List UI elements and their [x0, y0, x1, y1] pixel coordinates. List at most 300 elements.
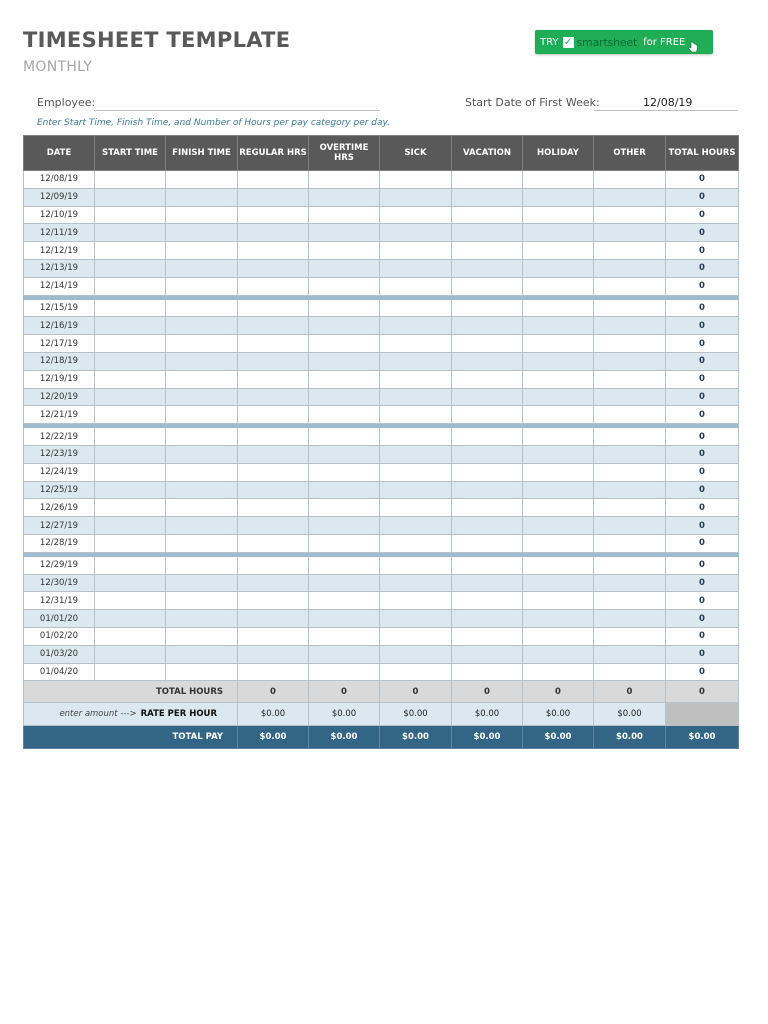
start-time-cell[interactable]: [95, 663, 166, 681]
vacation-cell[interactable]: [452, 188, 523, 206]
other-cell[interactable]: [594, 517, 666, 535]
page-title: TIMESHEET TEMPLATE: [23, 28, 291, 52]
other-cell[interactable]: [594, 610, 666, 628]
overtime-hrs-cell[interactable]: [309, 627, 380, 645]
vacation-cell[interactable]: [452, 317, 523, 335]
overtime-hrs-cell[interactable]: [309, 610, 380, 628]
other-cell[interactable]: [594, 556, 666, 574]
start-time-cell[interactable]: [95, 277, 166, 295]
start-time-cell[interactable]: [95, 428, 166, 446]
regular-hrs-cell[interactable]: [238, 627, 309, 645]
finish-time-cell[interactable]: [166, 592, 238, 610]
sick-cell[interactable]: [380, 517, 452, 535]
start-time-cell[interactable]: [95, 335, 166, 353]
vacation-cell[interactable]: [452, 206, 523, 224]
date-cell: 12/30/19: [24, 574, 95, 592]
holiday-cell[interactable]: [523, 663, 594, 681]
column-header: START TIME: [95, 136, 166, 171]
holiday-cell[interactable]: [523, 188, 594, 206]
start-time-cell[interactable]: [95, 610, 166, 628]
finish-time-cell[interactable]: [166, 277, 238, 295]
table-row: [24, 663, 739, 681]
rate-input[interactable]: $0.00: [523, 703, 594, 726]
other-cell[interactable]: [594, 574, 666, 592]
holiday-cell[interactable]: [523, 224, 594, 242]
sick-cell[interactable]: [380, 610, 452, 628]
start-time-cell[interactable]: [95, 627, 166, 645]
other-cell[interactable]: [594, 370, 666, 388]
total-hours-cell: 0: [666, 463, 739, 481]
total-pay-value: $0.00: [594, 726, 666, 749]
start-time-cell[interactable]: [95, 645, 166, 663]
holiday-cell[interactable]: [523, 499, 594, 517]
finish-time-cell[interactable]: [166, 224, 238, 242]
start-time-cell[interactable]: [95, 556, 166, 574]
total-hours-cell: 0: [666, 224, 739, 242]
vacation-cell[interactable]: [452, 556, 523, 574]
holiday-cell[interactable]: [523, 481, 594, 499]
total-hours-value: 0: [666, 681, 739, 703]
other-cell[interactable]: [594, 406, 666, 424]
regular-hrs-cell[interactable]: [238, 556, 309, 574]
start-time-cell[interactable]: [95, 206, 166, 224]
finish-time-cell[interactable]: [166, 299, 238, 317]
table-row: [24, 534, 739, 552]
start-time-cell[interactable]: [95, 224, 166, 242]
holiday-cell[interactable]: [523, 370, 594, 388]
regular-hrs-cell[interactable]: [238, 499, 309, 517]
holiday-cell[interactable]: [523, 517, 594, 535]
vacation-cell[interactable]: [452, 463, 523, 481]
start-time-cell[interactable]: [95, 299, 166, 317]
rate-input[interactable]: $0.00: [238, 703, 309, 726]
rate-empty-cell: [666, 703, 739, 726]
vacation-cell[interactable]: [452, 388, 523, 406]
total-hours-value: 0: [594, 681, 666, 703]
overtime-hrs-cell[interactable]: [309, 335, 380, 353]
finish-time-cell[interactable]: [166, 171, 238, 189]
start-time-cell[interactable]: [95, 259, 166, 277]
sick-cell[interactable]: [380, 242, 452, 260]
rate-hint: enter amount --->: [59, 709, 137, 720]
finish-time-cell[interactable]: [166, 574, 238, 592]
overtime-hrs-cell[interactable]: [309, 171, 380, 189]
overtime-hrs-cell[interactable]: [309, 645, 380, 663]
vacation-cell[interactable]: [452, 645, 523, 663]
sick-cell[interactable]: [380, 574, 452, 592]
rate-input[interactable]: $0.00: [594, 703, 666, 726]
total-hours-value: 0: [309, 681, 380, 703]
finish-time-cell[interactable]: [166, 445, 238, 463]
sick-cell[interactable]: [380, 534, 452, 552]
other-cell[interactable]: [594, 645, 666, 663]
overtime-hrs-cell[interactable]: [309, 206, 380, 224]
other-cell[interactable]: [594, 428, 666, 446]
other-cell[interactable]: [594, 463, 666, 481]
other-cell[interactable]: [594, 663, 666, 681]
vacation-cell[interactable]: [452, 610, 523, 628]
sick-cell[interactable]: [380, 627, 452, 645]
other-cell[interactable]: [594, 592, 666, 610]
total-hours-value: 0: [380, 681, 452, 703]
start-time-cell[interactable]: [95, 406, 166, 424]
overtime-hrs-cell[interactable]: [309, 481, 380, 499]
holiday-cell[interactable]: [523, 610, 594, 628]
regular-hrs-cell[interactable]: [238, 352, 309, 370]
holiday-cell[interactable]: [523, 352, 594, 370]
overtime-hrs-cell[interactable]: [309, 188, 380, 206]
sick-cell[interactable]: [380, 277, 452, 295]
overtime-hrs-cell[interactable]: [309, 534, 380, 552]
sick-cell[interactable]: [380, 556, 452, 574]
holiday-cell[interactable]: [523, 277, 594, 295]
regular-hrs-cell[interactable]: [238, 277, 309, 295]
other-cell[interactable]: [594, 242, 666, 260]
total-hours-cell: 0: [666, 388, 739, 406]
other-cell[interactable]: [594, 499, 666, 517]
regular-hrs-cell[interactable]: [238, 463, 309, 481]
total-hours-cell: 0: [666, 188, 739, 206]
regular-hrs-cell[interactable]: [238, 663, 309, 681]
date-cell: 12/20/19: [24, 388, 95, 406]
sick-cell[interactable]: [380, 224, 452, 242]
sick-cell[interactable]: [380, 370, 452, 388]
column-header: TOTAL HOURS: [666, 136, 739, 171]
finish-time-cell[interactable]: [166, 499, 238, 517]
table-row: [24, 259, 739, 277]
sick-cell[interactable]: [380, 463, 452, 481]
regular-hrs-cell[interactable]: [238, 645, 309, 663]
employee-field[interactable]: [94, 110, 380, 111]
vacation-cell[interactable]: [452, 224, 523, 242]
holiday-cell[interactable]: [523, 556, 594, 574]
sick-cell[interactable]: [380, 188, 452, 206]
date-cell: 12/27/19: [24, 517, 95, 535]
finish-time-cell[interactable]: [166, 556, 238, 574]
vacation-cell[interactable]: [452, 663, 523, 681]
vacation-cell[interactable]: [452, 428, 523, 446]
finish-time-cell[interactable]: [166, 645, 238, 663]
finish-time-cell[interactable]: [166, 317, 238, 335]
other-cell[interactable]: [594, 188, 666, 206]
date-cell: 12/26/19: [24, 499, 95, 517]
finish-time-cell[interactable]: [166, 534, 238, 552]
regular-hrs-cell[interactable]: [238, 299, 309, 317]
start-time-cell[interactable]: [95, 574, 166, 592]
date-cell: 12/24/19: [24, 463, 95, 481]
vacation-cell[interactable]: [452, 592, 523, 610]
start-time-cell[interactable]: [95, 242, 166, 260]
other-cell[interactable]: [594, 224, 666, 242]
vacation-cell[interactable]: [452, 242, 523, 260]
finish-time-cell[interactable]: [166, 370, 238, 388]
regular-hrs-cell[interactable]: [238, 242, 309, 260]
column-header: SICK: [380, 136, 452, 171]
total-pay-value: $0.00: [380, 726, 452, 749]
regular-hrs-cell[interactable]: [238, 481, 309, 499]
other-cell[interactable]: [594, 299, 666, 317]
sick-cell[interactable]: [380, 259, 452, 277]
holiday-cell[interactable]: [523, 592, 594, 610]
regular-hrs-cell[interactable]: [238, 428, 309, 446]
overtime-hrs-cell[interactable]: [309, 299, 380, 317]
vacation-cell[interactable]: [452, 370, 523, 388]
total-pay-label: TOTAL PAY: [24, 726, 238, 749]
overtime-hrs-cell[interactable]: [309, 556, 380, 574]
start-date-value[interactable]: 12/08/19: [643, 96, 693, 109]
start-time-cell[interactable]: [95, 370, 166, 388]
vacation-cell[interactable]: [452, 574, 523, 592]
finish-time-cell[interactable]: [166, 335, 238, 353]
overtime-hrs-cell[interactable]: [309, 352, 380, 370]
start-time-cell[interactable]: [95, 445, 166, 463]
other-cell[interactable]: [594, 627, 666, 645]
table-row: [24, 206, 739, 224]
sick-cell[interactable]: [380, 171, 452, 189]
start-time-cell[interactable]: [95, 171, 166, 189]
regular-hrs-cell[interactable]: [238, 370, 309, 388]
date-cell: 12/18/19: [24, 352, 95, 370]
holiday-cell[interactable]: [523, 463, 594, 481]
overtime-hrs-cell[interactable]: [309, 259, 380, 277]
date-cell: 12/09/19: [24, 188, 95, 206]
overtime-hrs-cell[interactable]: [309, 663, 380, 681]
table-row: [24, 299, 739, 317]
other-cell[interactable]: [594, 206, 666, 224]
table-row: [24, 610, 739, 628]
table-row: [24, 335, 739, 353]
total-hours-cell: 0: [666, 299, 739, 317]
finish-time-cell[interactable]: [166, 627, 238, 645]
overtime-hrs-cell[interactable]: [309, 592, 380, 610]
other-cell[interactable]: [594, 259, 666, 277]
other-cell[interactable]: [594, 171, 666, 189]
holiday-cell[interactable]: [523, 388, 594, 406]
start-time-cell[interactable]: [95, 352, 166, 370]
start-time-cell[interactable]: [95, 188, 166, 206]
vacation-cell[interactable]: [452, 627, 523, 645]
vacation-cell[interactable]: [452, 277, 523, 295]
total-pay-value: $0.00: [238, 726, 309, 749]
regular-hrs-cell[interactable]: [238, 517, 309, 535]
overtime-hrs-cell[interactable]: [309, 224, 380, 242]
regular-hrs-cell[interactable]: [238, 406, 309, 424]
regular-hrs-cell[interactable]: [238, 188, 309, 206]
other-cell[interactable]: [594, 317, 666, 335]
total-hours-cell: 0: [666, 259, 739, 277]
vacation-cell[interactable]: [452, 517, 523, 535]
sick-cell[interactable]: [380, 663, 452, 681]
total-hours-cell: 0: [666, 171, 739, 189]
regular-hrs-cell[interactable]: [238, 317, 309, 335]
holiday-cell[interactable]: [523, 259, 594, 277]
table-row: [24, 352, 739, 370]
overtime-hrs-cell[interactable]: [309, 242, 380, 260]
overtime-hrs-cell[interactable]: [309, 574, 380, 592]
sick-cell[interactable]: [380, 645, 452, 663]
total-hours-cell: 0: [666, 481, 739, 499]
start-time-cell[interactable]: [95, 499, 166, 517]
sick-cell[interactable]: [380, 206, 452, 224]
date-cell: 01/04/20: [24, 663, 95, 681]
overtime-hrs-cell[interactable]: [309, 317, 380, 335]
sick-cell[interactable]: [380, 406, 452, 424]
table-row: [24, 428, 739, 446]
other-cell[interactable]: [594, 352, 666, 370]
overtime-hrs-cell[interactable]: [309, 370, 380, 388]
regular-hrs-cell[interactable]: [238, 206, 309, 224]
finish-time-cell[interactable]: [166, 242, 238, 260]
start-date-label: Start Date of First Week:: [465, 96, 600, 109]
finish-time-cell[interactable]: [166, 259, 238, 277]
holiday-cell[interactable]: [523, 335, 594, 353]
total-hours-cell: 0: [666, 335, 739, 353]
holiday-cell[interactable]: [523, 534, 594, 552]
vacation-cell[interactable]: [452, 445, 523, 463]
rate-input[interactable]: $0.00: [309, 703, 380, 726]
rate-input[interactable]: $0.00: [452, 703, 523, 726]
vacation-cell[interactable]: [452, 335, 523, 353]
start-time-cell[interactable]: [95, 388, 166, 406]
start-time-cell[interactable]: [95, 463, 166, 481]
start-time-cell[interactable]: [95, 592, 166, 610]
finish-time-cell[interactable]: [166, 206, 238, 224]
sick-cell[interactable]: [380, 388, 452, 406]
finish-time-cell[interactable]: [166, 517, 238, 535]
column-header: DATE: [24, 136, 95, 171]
total-hours-cell: 0: [666, 206, 739, 224]
table-row: [24, 171, 739, 189]
start-time-cell[interactable]: [95, 481, 166, 499]
overtime-hrs-cell[interactable]: [309, 428, 380, 446]
total-hours-cell: 0: [666, 406, 739, 424]
sick-cell[interactable]: [380, 352, 452, 370]
holiday-cell[interactable]: [523, 299, 594, 317]
sick-cell[interactable]: [380, 299, 452, 317]
date-cell: 12/29/19: [24, 556, 95, 574]
regular-hrs-cell[interactable]: [238, 534, 309, 552]
sick-cell[interactable]: [380, 335, 452, 353]
overtime-hrs-cell[interactable]: [309, 445, 380, 463]
regular-hrs-cell[interactable]: [238, 574, 309, 592]
other-cell[interactable]: [594, 335, 666, 353]
regular-hrs-cell[interactable]: [238, 171, 309, 189]
overtime-hrs-cell[interactable]: [309, 499, 380, 517]
page-subtitle: MONTHLY: [23, 59, 93, 75]
vacation-cell[interactable]: [452, 352, 523, 370]
sick-cell[interactable]: [380, 499, 452, 517]
start-time-cell[interactable]: [95, 517, 166, 535]
finish-time-cell[interactable]: [166, 481, 238, 499]
finish-time-cell[interactable]: [166, 463, 238, 481]
vacation-cell[interactable]: [452, 171, 523, 189]
smartsheet-promo-button[interactable]: [535, 30, 713, 54]
other-cell[interactable]: [594, 277, 666, 295]
vacation-cell[interactable]: [452, 481, 523, 499]
holiday-cell[interactable]: [523, 171, 594, 189]
holiday-cell[interactable]: [523, 317, 594, 335]
total-hours-cell: 0: [666, 627, 739, 645]
sick-cell[interactable]: [380, 592, 452, 610]
overtime-hrs-cell[interactable]: [309, 406, 380, 424]
regular-hrs-cell[interactable]: [238, 445, 309, 463]
regular-hrs-cell[interactable]: [238, 335, 309, 353]
holiday-cell[interactable]: [523, 206, 594, 224]
other-cell[interactable]: [594, 534, 666, 552]
finish-time-cell[interactable]: [166, 663, 238, 681]
overtime-hrs-cell[interactable]: [309, 277, 380, 295]
sick-cell[interactable]: [380, 317, 452, 335]
holiday-cell[interactable]: [523, 627, 594, 645]
regular-hrs-cell[interactable]: [238, 610, 309, 628]
holiday-cell[interactable]: [523, 406, 594, 424]
other-cell[interactable]: [594, 481, 666, 499]
total-hours-cell: 0: [666, 534, 739, 552]
date-cell: 12/16/19: [24, 317, 95, 335]
regular-hrs-cell[interactable]: [238, 592, 309, 610]
table-row: [24, 592, 739, 610]
overtime-hrs-cell[interactable]: [309, 388, 380, 406]
finish-time-cell[interactable]: [166, 406, 238, 424]
finish-time-cell[interactable]: [166, 610, 238, 628]
vacation-cell[interactable]: [452, 299, 523, 317]
total-hours-cell: 0: [666, 242, 739, 260]
date-cell: 12/08/19: [24, 171, 95, 189]
regular-hrs-cell[interactable]: [238, 259, 309, 277]
start-time-cell[interactable]: [95, 317, 166, 335]
total-hours-label: TOTAL HOURS: [24, 681, 238, 703]
promo-free-label: for FREE: [643, 36, 686, 48]
vacation-cell[interactable]: [452, 534, 523, 552]
start-time-cell[interactable]: [95, 534, 166, 552]
finish-time-cell[interactable]: [166, 188, 238, 206]
regular-hrs-cell[interactable]: [238, 224, 309, 242]
vacation-cell[interactable]: [452, 259, 523, 277]
date-cell: 01/01/20: [24, 610, 95, 628]
rate-input[interactable]: $0.00: [380, 703, 452, 726]
column-header: REGULAR HRS: [238, 136, 309, 171]
other-cell[interactable]: [594, 388, 666, 406]
holiday-cell[interactable]: [523, 428, 594, 446]
sick-cell[interactable]: [380, 445, 452, 463]
date-cell: 12/11/19: [24, 224, 95, 242]
total-pay-value: $0.00: [666, 726, 739, 749]
finish-time-cell[interactable]: [166, 352, 238, 370]
regular-hrs-cell[interactable]: [238, 388, 309, 406]
start-date-field[interactable]: [594, 110, 738, 111]
table-row: [24, 463, 739, 481]
total-hours-cell: 0: [666, 517, 739, 535]
vacation-cell[interactable]: [452, 499, 523, 517]
finish-time-cell[interactable]: [166, 388, 238, 406]
sick-cell[interactable]: [380, 481, 452, 499]
date-cell: 12/19/19: [24, 370, 95, 388]
holiday-cell[interactable]: [523, 645, 594, 663]
overtime-hrs-cell[interactable]: [309, 517, 380, 535]
sick-cell[interactable]: [380, 428, 452, 446]
vacation-cell[interactable]: [452, 406, 523, 424]
total-hours-cell: 0: [666, 445, 739, 463]
holiday-cell[interactable]: [523, 445, 594, 463]
date-cell: 01/02/20: [24, 627, 95, 645]
holiday-cell[interactable]: [523, 574, 594, 592]
total-hours-row: [24, 681, 739, 703]
holiday-cell[interactable]: [523, 242, 594, 260]
finish-time-cell[interactable]: [166, 428, 238, 446]
table-row: [24, 188, 739, 206]
other-cell[interactable]: [594, 445, 666, 463]
overtime-hrs-cell[interactable]: [309, 463, 380, 481]
